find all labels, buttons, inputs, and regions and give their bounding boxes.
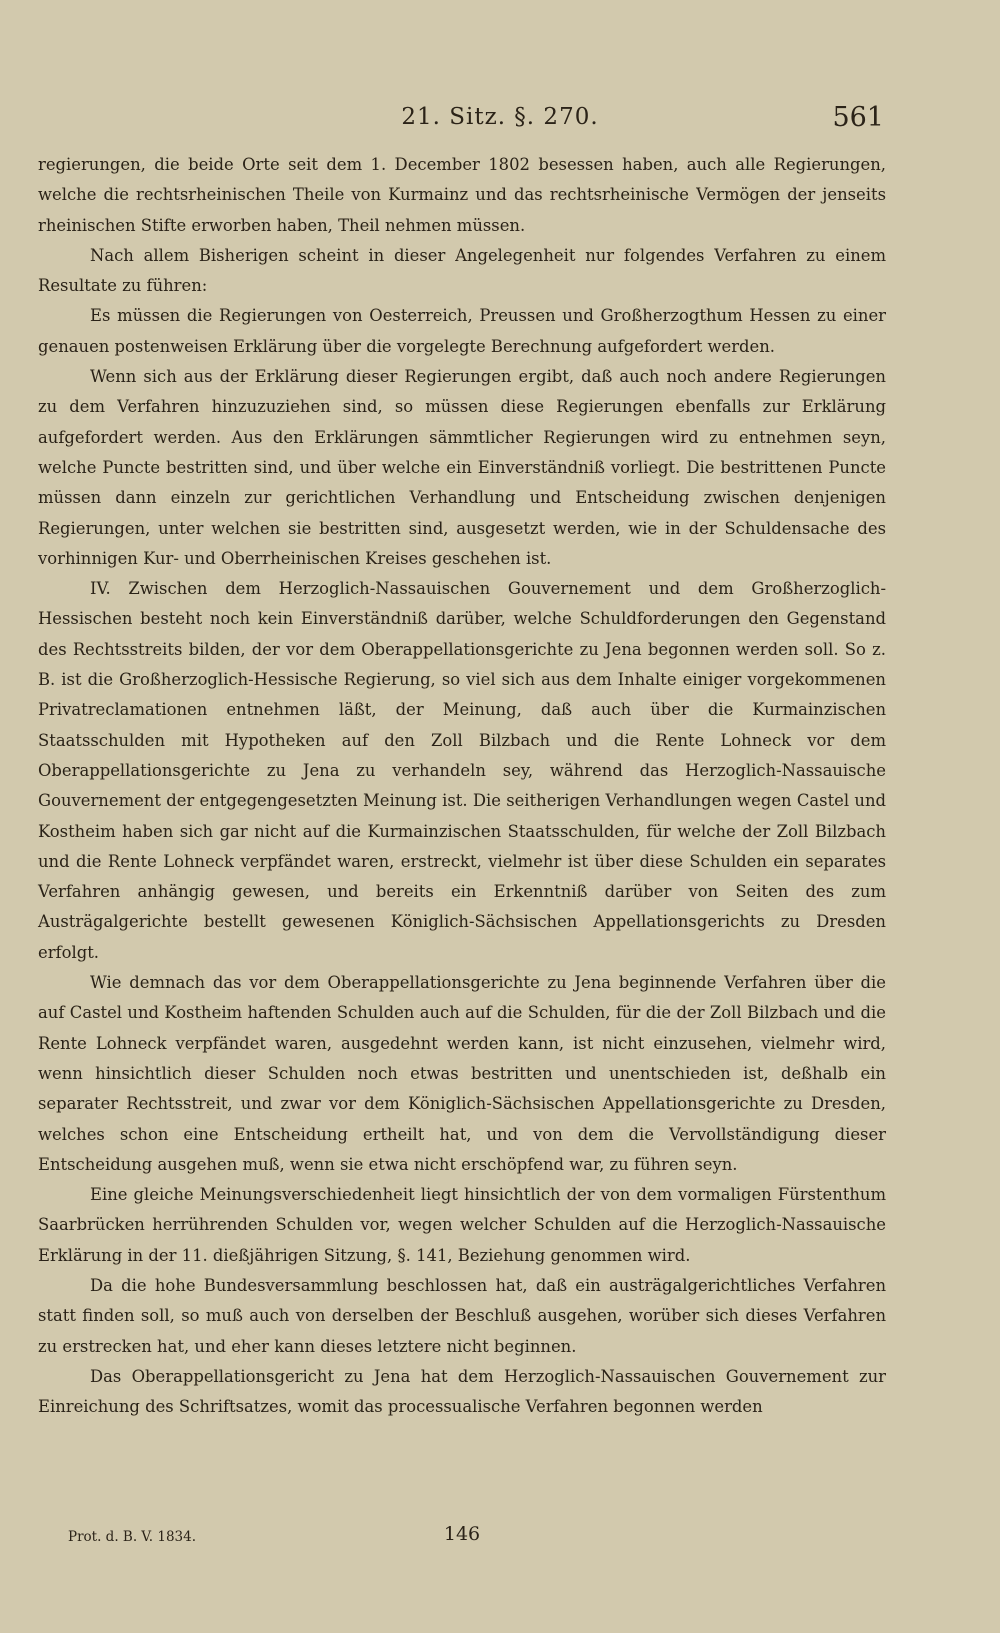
running-head: 21. Sitz. §. 270. bbox=[401, 104, 599, 130]
paragraph-section-iv: IV. Zwischen dem Herzoglich-Nassauischen Gouvernement und dem Großherzoglich-Hessischen besteht noch kein Einverständniß darüber, welche Schuldforderungen den Gegenstand des Rechtsstreits bilden, der vor dem Oberappellationsgerichte zu Jena begonnen werden soll. So z. B. ist die Großherzoglich-Hessische Regierung, so viel sich aus dem Inhalte einiger vorgekommenen Privatreclamationen entnehmen läßt, der Meinung, daß auch über die Kurmainzischen Staatsschulden mit Hypotheken auf den Zoll Bilzbach und die Rente Lohneck vor dem Oberappellationsgerichte zu Jena zu verhandeln sey, während das Herzoglich-Nassauische Gouvernement der entgegengesetzten Meinung ist. Die seitherigen Verhandlungen wegen Castel und Kostheim haben sich gar nicht auf die Kurmainzischen Staatsschulden, für welche der Zoll Bilzbach und die Rente Lohneck verpfändet waren, erstreckt, vielmehr ist über diese Schulden ein separates Verfahren anhängig gewesen, und bereits ein Erkenntniß darüber von Seiten des zum Austrägalgerichte bestellt gewesenen Königlich-Sächsischen Appellationsgerichts zu Dresden erfolgt. bbox=[38, 579, 886, 962]
sheet-number: 146 bbox=[443, 1523, 481, 1545]
paragraph: Wie demnach das vor dem Oberappellationsgerichte zu Jena beginnende Verfahren über die auf Castel und Kostheim haftenden Schulden auch auf die Schulden, für die der Zoll Bilzbach und die Rente Lohneck verpfändet waren, ausgedehnt werden kann, ist nicht einzusehen, vielmehr wird, wenn hinsichtlich dieser Schulden noch etwas bestritten und unentschieden ist, deßhalb ein separater Rechtsstreit, und zwar vor dem Königlich-Sächsischen Appellationsgerichte zu Dresden, welches schon eine Entscheidung ertheilt hat, und von dem die Vervollständigung dieser Entscheidung ausgehen muß, wenn sie etwa nicht erschöpfend war, zu führen seyn. bbox=[38, 973, 886, 1174]
page-number: 561 bbox=[832, 102, 884, 133]
paragraph: Wenn sich aus der Erklärung dieser Regierungen ergibt, daß auch noch andere Regierungen zu dem Verfahren hinzuzuziehen sind, so müssen diese Regierungen ebenfalls zur Erklärung aufgefordert werden. Aus den Erklärungen sämmtlicher Regierungen wird zu entnehmen seyn, welche Puncte bestritten sind, und über welche ein Einverständniß vorliegt. Die bestrittenen Puncte müssen dann einzeln zur gerichtlichen Verhandlung und Entscheidung zwischen denjenigen Regierungen, unter welchen sie bestritten sind, ausgesetzt werden, wie in der Schuldensache des vorhinnigen Kur- und Oberrheinischen Kreises geschehen ist. bbox=[38, 367, 886, 568]
page-footer bbox=[38, 1519, 886, 1549]
paragraph-continuation: regierungen, die beide Orte seit dem 1. December 1802 besessen haben, auch alle Regierungen, welche die rechtsrheinischen Theile von Kurmainz und das rechtsrheinische Vermögen der jenseits rheinischen Stifte erworben haben, Theil nehmen müssen. bbox=[38, 155, 886, 235]
signature-mark: Prot. d. B. V. 1834. bbox=[68, 1529, 197, 1545]
paragraph: Das Oberappellationsgericht zu Jena hat dem Herzoglich-Nassauischen Gouvernement zur Einreichung des Schriftsatzes, womit das processualische Verfahren begonnen werden bbox=[38, 1366, 886, 1417]
paragraph: Es müssen die Regierungen von Oesterreich, Preussen und Großherzogthum Hessen zu einer genauen postenweisen Erklärung über die vorgelegte Berechnung aufgefordert werden. bbox=[38, 306, 886, 356]
paragraph: Nach allem Bisherigen scheint in dieser Angelegenheit nur folgendes Verfahren zu einem Resultate zu führen: bbox=[38, 245, 886, 296]
paragraph: Eine gleiche Meinungsverschiedenheit liegt hinsichtlich der von dem vormaligen Fürstenthum Saarbrücken herrührenden Schulden vor, wegen welcher Schulden auf die Herzoglich-Nassauische Erklärung in der 11. dießjährigen Sitzung, §. 141, Beziehung genommen wird. bbox=[38, 1185, 886, 1265]
page-header bbox=[0, 100, 1000, 140]
paragraph: Da die hohe Bundesversammlung beschlossen hat, daß ein austrägalgerichtliches Verfahren statt finden soll, so muß auch von derselben der Beschluß ausgehen, worüber sich dieses Verfahren zu erstrecken hat, und eher kann dieses letztere nicht beginnen. bbox=[38, 1275, 886, 1356]
body-text bbox=[38, 150, 886, 1422]
